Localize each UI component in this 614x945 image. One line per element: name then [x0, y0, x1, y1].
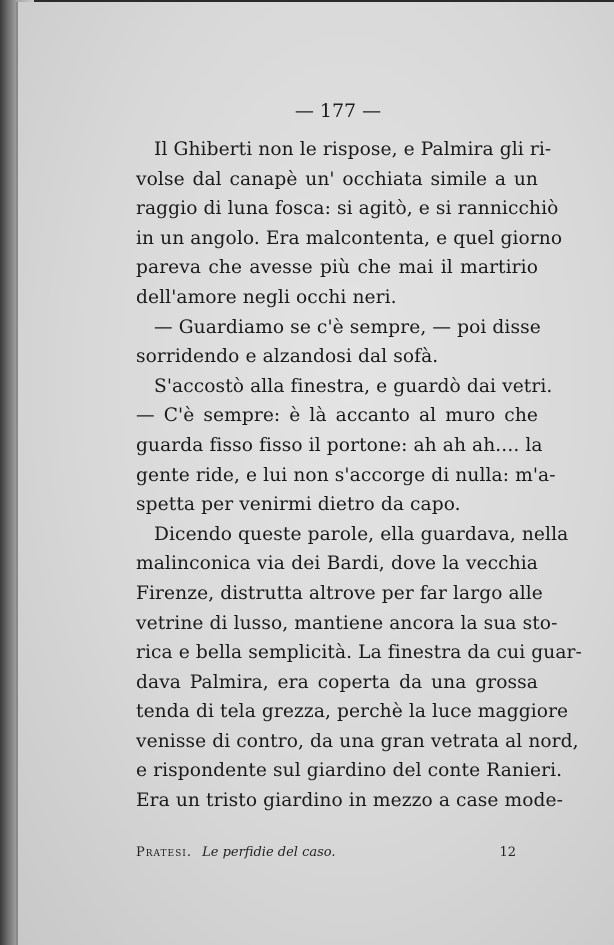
signature-mark: 12 — [499, 845, 516, 860]
text-line: rica e bella semplicità. La finestra da cui guar- — [136, 642, 582, 664]
page-number: — 177 — — [294, 100, 382, 122]
text-line: volse dal canapè un' occhiata simile a un — [136, 168, 538, 190]
text-line: raggio di luna fosca: si agitò, e si rannicchiò — [136, 198, 559, 220]
text-line: dell'amore negli occhi neri. — [136, 286, 397, 308]
text-line: pareva che avesse più che mai il martirio — [136, 257, 538, 279]
text-line: Firenze, distrutta altrove per far largo alle — [136, 582, 543, 604]
page-footer — [136, 845, 516, 860]
text-line: sorridendo e alzandosi dal sofà. — [136, 346, 439, 368]
text-line: tenda di tela grezza, perchè la luce maggiore — [136, 701, 569, 723]
text-line: Era un tristo giardino in mezzo a case mode- — [136, 790, 564, 812]
text-line: guarda fisso fisso il portone: ah ah ah.... la — [136, 434, 543, 456]
text-line: Dicendo queste parole, ella guardava, nella — [154, 523, 569, 545]
footer-author: Pratesi. — [136, 845, 192, 860]
text-line: spetta per venirmi dietro da capo. — [136, 494, 461, 516]
text-line: in un angolo. Era malcontenta, e quel giorno — [136, 227, 563, 249]
text-line: malinconica via dei Bardi, dove la vecchia — [136, 553, 538, 575]
text-line: dava Palmira, era coperta da una grossa — [136, 671, 538, 693]
body-text — [136, 135, 582, 816]
text-line: e rispondente sul giardino del conte Ranieri. — [136, 760, 563, 782]
text-line: — C'è sempre: è là accanto al muro che — [136, 405, 538, 427]
text-line: venisse di contro, da una gran vetrata al nord, — [136, 730, 579, 752]
text-line: vetrine di lusso, mantiene ancora la sua sto- — [136, 612, 558, 634]
text-line: — Guardiamo se c'è sempre, — poi disse — [154, 316, 541, 338]
book-page — [16, 2, 614, 945]
text-line: gente ride, e lui non s'accorge di nulla: m'a- — [136, 464, 556, 486]
text-line: S'accostò alla finestra, e guardò dai vetri. — [154, 375, 553, 397]
text-line: Il Ghiberti non le rispose, e Palmira gli ri- — [154, 139, 552, 160]
footer-title: Le perfidie del caso. — [202, 845, 336, 860]
